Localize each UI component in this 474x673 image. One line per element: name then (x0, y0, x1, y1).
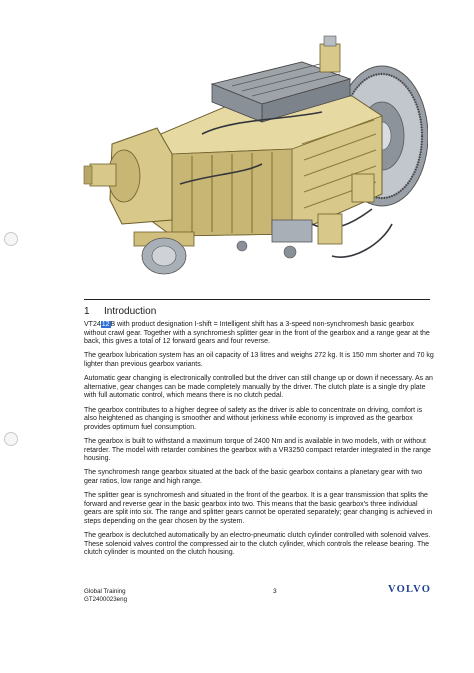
selected-text[interactable]: 12 (101, 321, 110, 328)
volvo-logo: VOLVO (388, 584, 432, 595)
gearbox-illustration (82, 24, 428, 299)
footer-doc-id: GT2400023eng (84, 595, 128, 603)
punch-hole-top (4, 232, 18, 246)
paragraph-1-text: B with product designation I-shift = Intelligent shift has a 3-speed non-synchromesh basic gearbox without crawl gear. Together with a synchromesh splitter gear in the front of the gearbox and a range gear at the back, this gives a total of 12 forward gears and four reverse. (84, 321, 430, 346)
page-number: 3 (273, 588, 277, 595)
footer-info (84, 588, 127, 603)
paragraph-2: The gearbox lubrication system has an oil capacity of 13 litres and weighs 272 kg. It is 150 mm shorter and 70 kg lighter than previous gearbox variants. (84, 352, 434, 368)
paragraph-6: The synchromesh range gearbox situated at the back of the basic gearbox contains a planetary gear with two gear ratios, low range and high range. (84, 469, 423, 485)
footer-org: Global Training (84, 588, 126, 595)
body-text (84, 321, 436, 563)
paragraph-8: The gearbox is declutched automatically by an electro-pneumatic clutch cylinder controlled with solenoid valves. These solenoid valves control the compressed air to the clutch cylinder, which controls the release bearing. The clutch cylinder is mounted on the clutch housing. (84, 532, 431, 557)
paragraph-3: Automatic gear changing is electronically controlled but the driver can still change up or down if necessary. As an alternative, gear changes can be made completely manually by the driver. The clutch plate is a single dry plate with full automatic control, which means there is no clutch pedal. (84, 375, 433, 400)
section-number: 1 (84, 306, 90, 317)
paragraph-4: The gearbox contributes to a higher degree of safety as the driver is able to concentrate on driving, comfort is also heightened as changing is smoother and without jerkiness while economy is improved as the gearbox provides optimum fuel consumption. (84, 406, 423, 431)
section-title: Introduction (104, 306, 157, 317)
paragraph-7: The splitter gear is synchromesh and situated in the front of the gearbox. It is a gear transmission that splits the forward and reverse gear in the basic gearbox into two. This means that the basic gearbox's three individual gears are split into six. The range and splitter gears cannot be operated separately; gear changing is achieved in steps depending on the gear chosen by the system. (84, 492, 433, 525)
section-rule (84, 299, 430, 300)
paragraph-5: The gearbox is built to withstand a maximum torque of 2400 Nm and is available in two models, with or without retarder. The model with retarder combines the gearbox with a VR3250 compact retarder integrated in the range housing. (84, 437, 431, 463)
section-heading (84, 306, 156, 317)
punch-hole-bottom (4, 432, 18, 446)
model-name: VT24 (84, 321, 101, 328)
paragraph-1 (84, 321, 436, 347)
